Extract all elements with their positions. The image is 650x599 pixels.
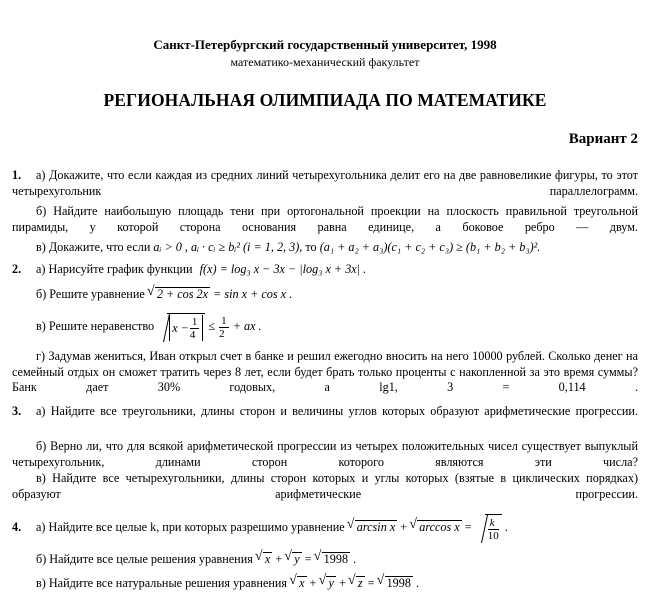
formula: (a₁ + a₂ + a₃)(c₁ + c₂ + c₃) ≥ (b₁ + b₂ + b₃)². <box>319 240 541 254</box>
formula: aᵢ > 0 , <box>153 240 188 254</box>
problem-1b: б) Найдите наибольшую площадь тени при ортогональной проекции на плоскость правильной треугольной пирамиды, у которой сторона основания равна единице, а боковое ребро — двум. <box>12 204 638 234</box>
problem-text: в) Найдите все натуральные решения уравнения <box>36 576 288 590</box>
sqrt-expression: √ x <box>263 552 272 566</box>
formula: aᵢ · cᵢ ≥ bᵢ² (i = 1, 2, 3), <box>190 240 303 254</box>
problem-number: 1. <box>12 168 22 182</box>
variant-label: Вариант 2 <box>568 131 638 147</box>
problem-text: то <box>305 240 317 254</box>
fraction-denominator: 10 <box>487 530 499 543</box>
sqrt-expression: √ y <box>292 552 301 566</box>
faculty-subtitle: математико-механический факультет <box>230 55 420 69</box>
formula: f(x) = log₃ x − 3x − |log₃ x + 3x| . <box>199 262 367 276</box>
sqrt-expression <box>485 514 502 543</box>
problem-number: 2. <box>12 262 22 276</box>
formula: = sin x + cos x . <box>213 287 293 301</box>
fraction <box>190 316 200 341</box>
problem-2c <box>12 309 638 343</box>
sqrt-expression: √ arcsin x <box>355 520 397 534</box>
problem-text: в) Решите неравенство <box>36 319 155 333</box>
sqrt-expression <box>167 313 205 342</box>
problem-text: а) Найдите все треугольники, длины сторон и величины углов которых образуют арифметические прогрессии. <box>36 404 638 418</box>
formula: ≤ <box>208 319 216 333</box>
problem-text: в) Докажите, что если <box>36 240 151 254</box>
university-title: Санкт-Петербургский государственный университет, 1998 <box>153 37 497 52</box>
sqrt-expression: √ 2 + cos 2x <box>155 287 210 301</box>
sqrt-expression: √ 1998 <box>385 576 413 590</box>
formula: = <box>464 520 472 534</box>
problem-2a <box>12 262 638 278</box>
fraction-denominator: 4 <box>189 329 196 342</box>
fraction-numerator: 1 <box>221 314 227 327</box>
sqrt-expression: √ arccos x <box>417 520 462 534</box>
fraction-numerator: k <box>488 517 499 530</box>
problem-3c: в) Найдите все четырехугольники, длины сторон которых и углы которых (взятые в циклических порядках) образуют арифметические прогрессии. <box>12 471 638 501</box>
formula: + <box>400 520 408 534</box>
problem-text: б) Найдите все целые решения уравнения <box>36 552 253 566</box>
fraction-numerator: 1 <box>191 316 198 329</box>
problem-number: 3. <box>12 404 22 418</box>
problem-text: а) Докажите, что если каждая из средних линий четырехугольника делит его на две равновеликие фигуры, то этот четырехугольник параллелограмм. <box>12 168 638 198</box>
problem-text: а) Найдите все целые k, при которых разрешимо уравнение <box>36 520 345 534</box>
problem-text: а) Нарисуйте график функции <box>36 262 193 276</box>
fraction <box>219 315 229 340</box>
problem-1a <box>12 168 638 199</box>
formula: + ax . <box>232 319 262 333</box>
fraction <box>488 517 499 542</box>
fraction-denominator: 2 <box>219 327 225 340</box>
problem-1c <box>12 240 638 256</box>
problem-2b <box>12 287 638 303</box>
problem-4c: в) Найдите все натуральные решения уравнения √ x + √ y + √ z = √ 1998 . <box>12 576 638 592</box>
problem-4b: б) Найдите все целые решения уравнения √ x + √ y = √ 1998 . <box>12 552 638 568</box>
problem-2d: г) Задумав жениться, Иван открыл счет в банке и решил ежегодно вносить на него 10000 рублей. Сколько денег на семейный отдых он сможет тратить через 8 лет, если будет брать только проценты с накопленной за это время суммы? Банк дает 30% годовых, а lg1, 3 = 0,114 . <box>12 349 638 394</box>
formula: x − <box>172 320 189 335</box>
sqrt-expression: √ 1998 <box>322 552 350 566</box>
sqrt-expression: √ x <box>297 576 306 590</box>
sqrt-expression: √ y <box>326 576 335 590</box>
problem-number: 4. <box>12 520 22 534</box>
problem-3b: б) Верно ли, что для всякой арифметической прогрессии из четырех положительных чисел существует выпуклый четырехугольник, длинами сторон которого являются эти числа? <box>12 439 638 469</box>
olympiad-heading: РЕГИОНАЛЬНАЯ ОЛИМПИАДА ПО МАТЕМАТИКЕ <box>103 90 547 110</box>
problem-4a: 4. а) Найдите все целые k, при которых разрешимо уравнение √ arcsin x + √ arccos x = $\frac{k}{10}$ . <box>12 512 638 543</box>
problem-3a <box>12 404 638 420</box>
problem-text: б) Решите уравнение <box>36 287 145 301</box>
sqrt-expression: √ z <box>356 576 365 590</box>
